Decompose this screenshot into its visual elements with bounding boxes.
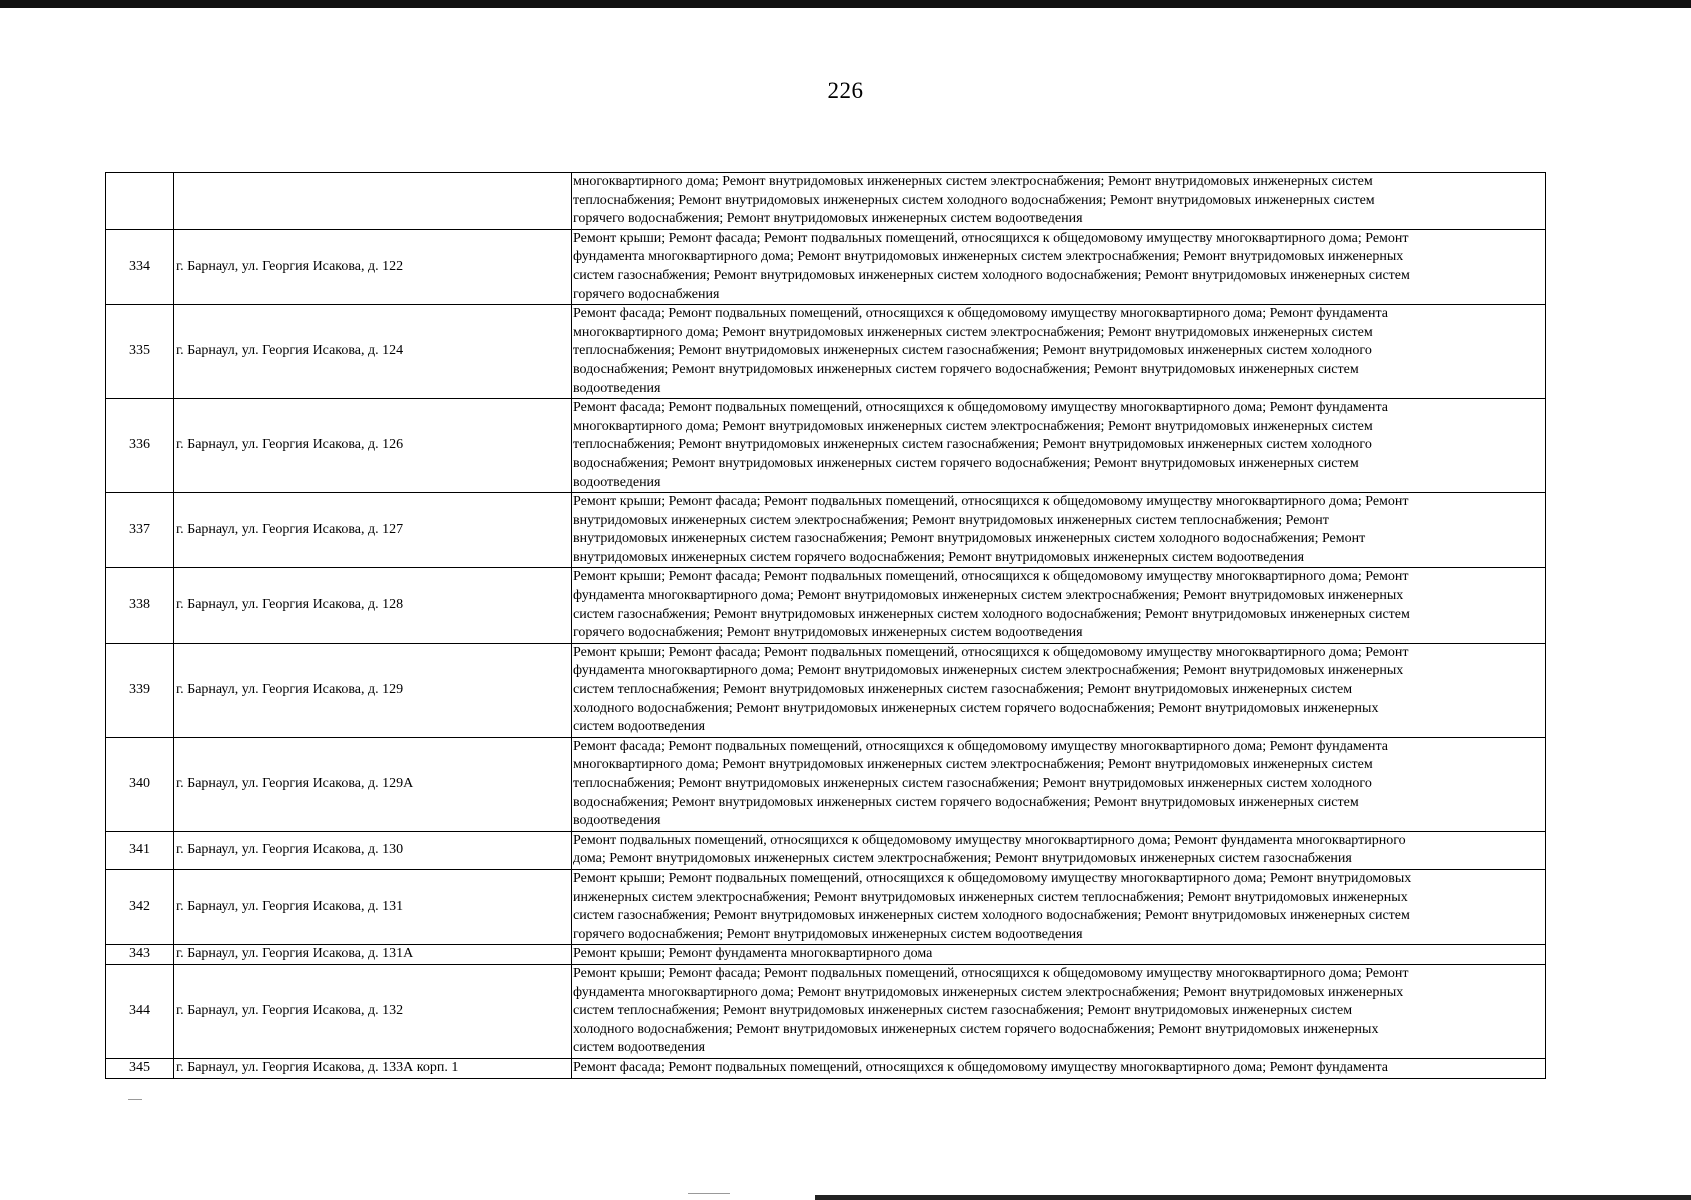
building-address: г. Барнаул, ул. Георгия Исакова, д. 129А — [174, 737, 572, 831]
building-address: г. Барнаул, ул. Георгия Исакова, д. 132 — [174, 964, 572, 1058]
repair-works-line: фундамента многоквартирного дома; Ремонт внутридомовых инженерных систем электроснабжения; Ремонт внутридомовых инженерных — [573, 984, 1404, 1000]
repair-works-line: Ремонт фасада; Ремонт подвальных помещений, относящихся к общедомовому имуществу многоквартирного дома; Ремонт фундамента — [573, 400, 1388, 416]
repair-works-line: Ремонт крыши; Ремонт фасада; Ремонт подвальных помещений, относящихся к общедомовому имуществу многоквартирного дома; Ремонт — [573, 494, 1409, 510]
table-row — [106, 1058, 1546, 1078]
building-address: г. Барнаул, ул. Георгия Исакова, д. 131 — [174, 869, 572, 944]
table-row — [106, 831, 1546, 869]
table-row — [106, 229, 1546, 304]
building-address: г. Барнаул, ул. Георгия Исакова, д. 131А — [174, 945, 572, 965]
building-address: г. Барнаул, ул. Георгия Исакова, д. 133А корп. 1 — [174, 1058, 572, 1078]
repair-works-line: теплоснабжения; Ремонт внутридомовых инженерных систем газоснабжения; Ремонт внутридомовых инженерных систем холодного — [573, 343, 1372, 359]
repair-works-line: горячего водоснабжения; Ремонт внутридомовых инженерных систем водоотведения — [573, 211, 1083, 227]
repair-works-line: горячего водоснабжения — [573, 286, 720, 302]
repair-works-line: водоснабжения; Ремонт внутридомовых инженерных систем горячего водоснабжения; Ремонт внутридомовых инженерных систем — [573, 455, 1359, 471]
repair-works — [572, 1058, 1546, 1078]
repair-works-line: Ремонт крыши; Ремонт подвальных помещений, относящихся к общедомовому имуществу многоквартирного дома; Ремонт внутридомовых — [573, 870, 1412, 886]
row-number: 336 — [106, 399, 174, 493]
page-number: 226 — [827, 78, 864, 103]
repair-works — [572, 229, 1546, 304]
table-row — [106, 964, 1546, 1058]
repair-works — [572, 493, 1546, 568]
row-number — [106, 173, 174, 230]
table-row — [106, 869, 1546, 944]
repair-works-line: Ремонт подвальных помещений, относящихся к общедомовому имуществу многоквартирного дома; Ремонт фундамента многоквартирного — [573, 832, 1406, 848]
repair-works — [572, 305, 1546, 399]
repair-works-line: водоотведения — [573, 380, 661, 396]
repair-register-table — [105, 172, 1546, 1079]
repair-works-line: дома; Ремонт внутридомовых инженерных систем электроснабжения; Ремонт внутридомовых инженерных систем газоснабжения — [573, 851, 1352, 867]
repair-works-line: систем теплоснабжения; Ремонт внутридомовых инженерных систем газоснабжения; Ремонт внутридомовых инженерных систем — [573, 1003, 1353, 1019]
repair-works — [572, 964, 1546, 1058]
repair-works-line: систем газоснабжения; Ремонт внутридомовых инженерных систем холодного водоснабжения; Ремонт внутридомовых инженерных систем — [573, 908, 1410, 924]
row-number: 342 — [106, 869, 174, 944]
row-number: 337 — [106, 493, 174, 568]
repair-works — [572, 399, 1546, 493]
row-number: 334 — [106, 229, 174, 304]
repair-works-line: фундамента многоквартирного дома; Ремонт внутридомовых инженерных систем электроснабжения; Ремонт внутридомовых инженерных — [573, 249, 1404, 265]
repair-works-line: систем водоотведения — [573, 719, 706, 735]
building-address: г. Барнаул, ул. Георгия Исакова, д. 124 — [174, 305, 572, 399]
table-row — [106, 643, 1546, 737]
repair-works-line: фундамента многоквартирного дома; Ремонт внутридомовых инженерных систем электроснабжения; Ремонт внутридомовых инженерных — [573, 588, 1404, 604]
row-number: 343 — [106, 945, 174, 965]
row-number: 341 — [106, 831, 174, 869]
repair-works — [572, 945, 1546, 965]
building-address: г. Барнаул, ул. Георгия Исакова, д. 130 — [174, 831, 572, 869]
scan-top-border — [0, 0, 1691, 8]
table-row — [106, 568, 1546, 643]
repair-works-line: систем газоснабжения; Ремонт внутридомовых инженерных систем холодного водоснабжения; Ремонт внутридомовых инженерных систем — [573, 606, 1410, 622]
scan-bottom-border — [815, 1195, 1691, 1200]
row-number: 339 — [106, 643, 174, 737]
table-row — [106, 737, 1546, 831]
table-row — [106, 493, 1546, 568]
repair-works-line: Ремонт крыши; Ремонт фасада; Ремонт подвальных помещений, относящихся к общедомовому имуществу многоквартирного дома; Ремонт — [573, 569, 1409, 585]
repair-works-line: внутридомовых инженерных систем электроснабжения; Ремонт внутридомовых инженерных систем теплоснабжения; Ремонт — [573, 512, 1329, 528]
building-address: г. Барнаул, ул. Георгия Исакова, д. 128 — [174, 568, 572, 643]
repair-works-line: холодного водоснабжения; Ремонт внутридомовых инженерных систем горячего водоснабжения; Ремонт внутридомовых инженерных — [573, 700, 1379, 716]
table-row — [106, 399, 1546, 493]
repair-works-line: Ремонт фасада; Ремонт подвальных помещений, относящихся к общедомовому имуществу многоквартирного дома; Ремонт фундамента — [573, 738, 1388, 754]
building-address: г. Барнаул, ул. Георгия Исакова, д. 127 — [174, 493, 572, 568]
scan-artifact — [688, 1193, 730, 1194]
repair-works-line: многоквартирного дома; Ремонт внутридомовых инженерных систем электроснабжения; Ремонт внутридомовых инженерных систем — [573, 418, 1373, 434]
repair-works-line: многоквартирного дома; Ремонт внутридомовых инженерных систем электроснабжения; Ремонт внутридомовых инженерных систем — [573, 324, 1373, 340]
repair-works-line: горячего водоснабжения; Ремонт внутридомовых инженерных систем водоотведения — [573, 926, 1083, 942]
row-number: 344 — [106, 964, 174, 1058]
repair-works-line: холодного водоснабжения; Ремонт внутридомовых инженерных систем горячего водоснабжения; Ремонт внутридомовых инженерных — [573, 1021, 1379, 1037]
repair-works-line: Ремонт фасада; Ремонт подвальных помещений, относящихся к общедомовому имуществу многоквартирного дома; Ремонт фундамента — [573, 1059, 1388, 1075]
repair-works-line: теплоснабжения; Ремонт внутридомовых инженерных систем газоснабжения; Ремонт внутридомовых инженерных систем холодного — [573, 776, 1372, 791]
table-row — [106, 173, 1546, 230]
building-address — [174, 173, 572, 230]
table-row — [106, 305, 1546, 399]
repair-works-line: теплоснабжения; Ремонт внутридомовых инженерных систем холодного водоснабжения; Ремонт внутридомовых инженерных систем — [573, 192, 1375, 208]
repair-works — [572, 737, 1546, 831]
repair-works-line: водоотведения — [573, 813, 661, 829]
repair-works-line: внутридомовых инженерных систем газоснабжения; Ремонт внутридомовых инженерных систем холодного водоснабжения; Ремонт — [573, 531, 1366, 547]
repair-works-line: инженерных систем электроснабжения; Ремонт внутридомовых инженерных систем теплоснабжения; Ремонт внутридомовых инженерных — [573, 889, 1408, 905]
repair-works-line: многоквартирного дома; Ремонт внутридомовых инженерных систем электроснабжения; Ремонт внутридомовых инженерных систем — [573, 174, 1373, 189]
repair-works-line: многоквартирного дома; Ремонт внутридомовых инженерных систем электроснабжения; Ремонт внутридомовых инженерных систем — [573, 757, 1373, 773]
row-number: 338 — [106, 568, 174, 643]
repair-works-line: водоснабжения; Ремонт внутридомовых инженерных систем горячего водоснабжения; Ремонт внутридомовых инженерных систем — [573, 794, 1359, 810]
row-number: 335 — [106, 305, 174, 399]
repair-works-line: систем газоснабжения; Ремонт внутридомовых инженерных систем холодного водоснабжения; Ремонт внутридомовых инженерных систем — [573, 267, 1410, 283]
repair-works-line: внутридомовых инженерных систем горячего водоснабжения; Ремонт внутридомовых инженерных систем водоотведения — [573, 549, 1305, 565]
repair-works-line: теплоснабжения; Ремонт внутридомовых инженерных систем газоснабжения; Ремонт внутридомовых инженерных систем холодного — [573, 437, 1372, 453]
building-address: г. Барнаул, ул. Георгия Исакова, д. 129 — [174, 643, 572, 737]
repair-works — [572, 831, 1546, 869]
scan-artifact — [128, 1099, 142, 1100]
repair-works-line: фундамента многоквартирного дома; Ремонт внутридомовых инженерных систем электроснабжения; Ремонт внутридомовых инженерных — [573, 663, 1404, 679]
repair-works-line: водоснабжения; Ремонт внутридомовых инженерных систем горячего водоснабжения; Ремонт внутридомовых инженерных систем — [573, 361, 1359, 377]
repair-works — [572, 869, 1546, 944]
repair-works-line: горячего водоснабжения; Ремонт внутридомовых инженерных систем водоотведения — [573, 625, 1083, 641]
building-address: г. Барнаул, ул. Георгия Исакова, д. 122 — [174, 229, 572, 304]
table-row — [106, 945, 1546, 965]
building-address: г. Барнаул, ул. Георгия Исакова, д. 126 — [174, 399, 572, 493]
repair-works-line: систем теплоснабжения; Ремонт внутридомовых инженерных систем газоснабжения; Ремонт внутридомовых инженерных систем — [573, 682, 1353, 698]
repair-works-line: Ремонт крыши; Ремонт фасада; Ремонт подвальных помещений, относящихся к общедомовому имуществу многоквартирного дома; Ремонт — [573, 230, 1409, 246]
repair-works-line: Ремонт крыши; Ремонт фундамента многоквартирного дома — [573, 946, 933, 962]
repair-works — [572, 643, 1546, 737]
repair-works-line: Ремонт крыши; Ремонт фасада; Ремонт подвальных помещений, относящихся к общедомовому имуществу многоквартирного дома; Ремонт — [573, 965, 1409, 981]
repair-works — [572, 568, 1546, 643]
row-number: 345 — [106, 1058, 174, 1078]
row-number: 340 — [106, 737, 174, 831]
repair-works-line: Ремонт фасада; Ремонт подвальных помещений, относящихся к общедомовому имуществу многоквартирного дома; Ремонт фундамента — [573, 306, 1388, 322]
table-body — [106, 173, 1546, 1079]
repair-works-line: систем водоотведения — [573, 1040, 706, 1056]
repair-works-line: Ремонт крыши; Ремонт фасада; Ремонт подвальных помещений, относящихся к общедомовому имуществу многоквартирного дома; Ремонт — [573, 644, 1409, 660]
repair-works-line: водоотведения — [573, 474, 661, 490]
repair-works — [572, 173, 1546, 230]
